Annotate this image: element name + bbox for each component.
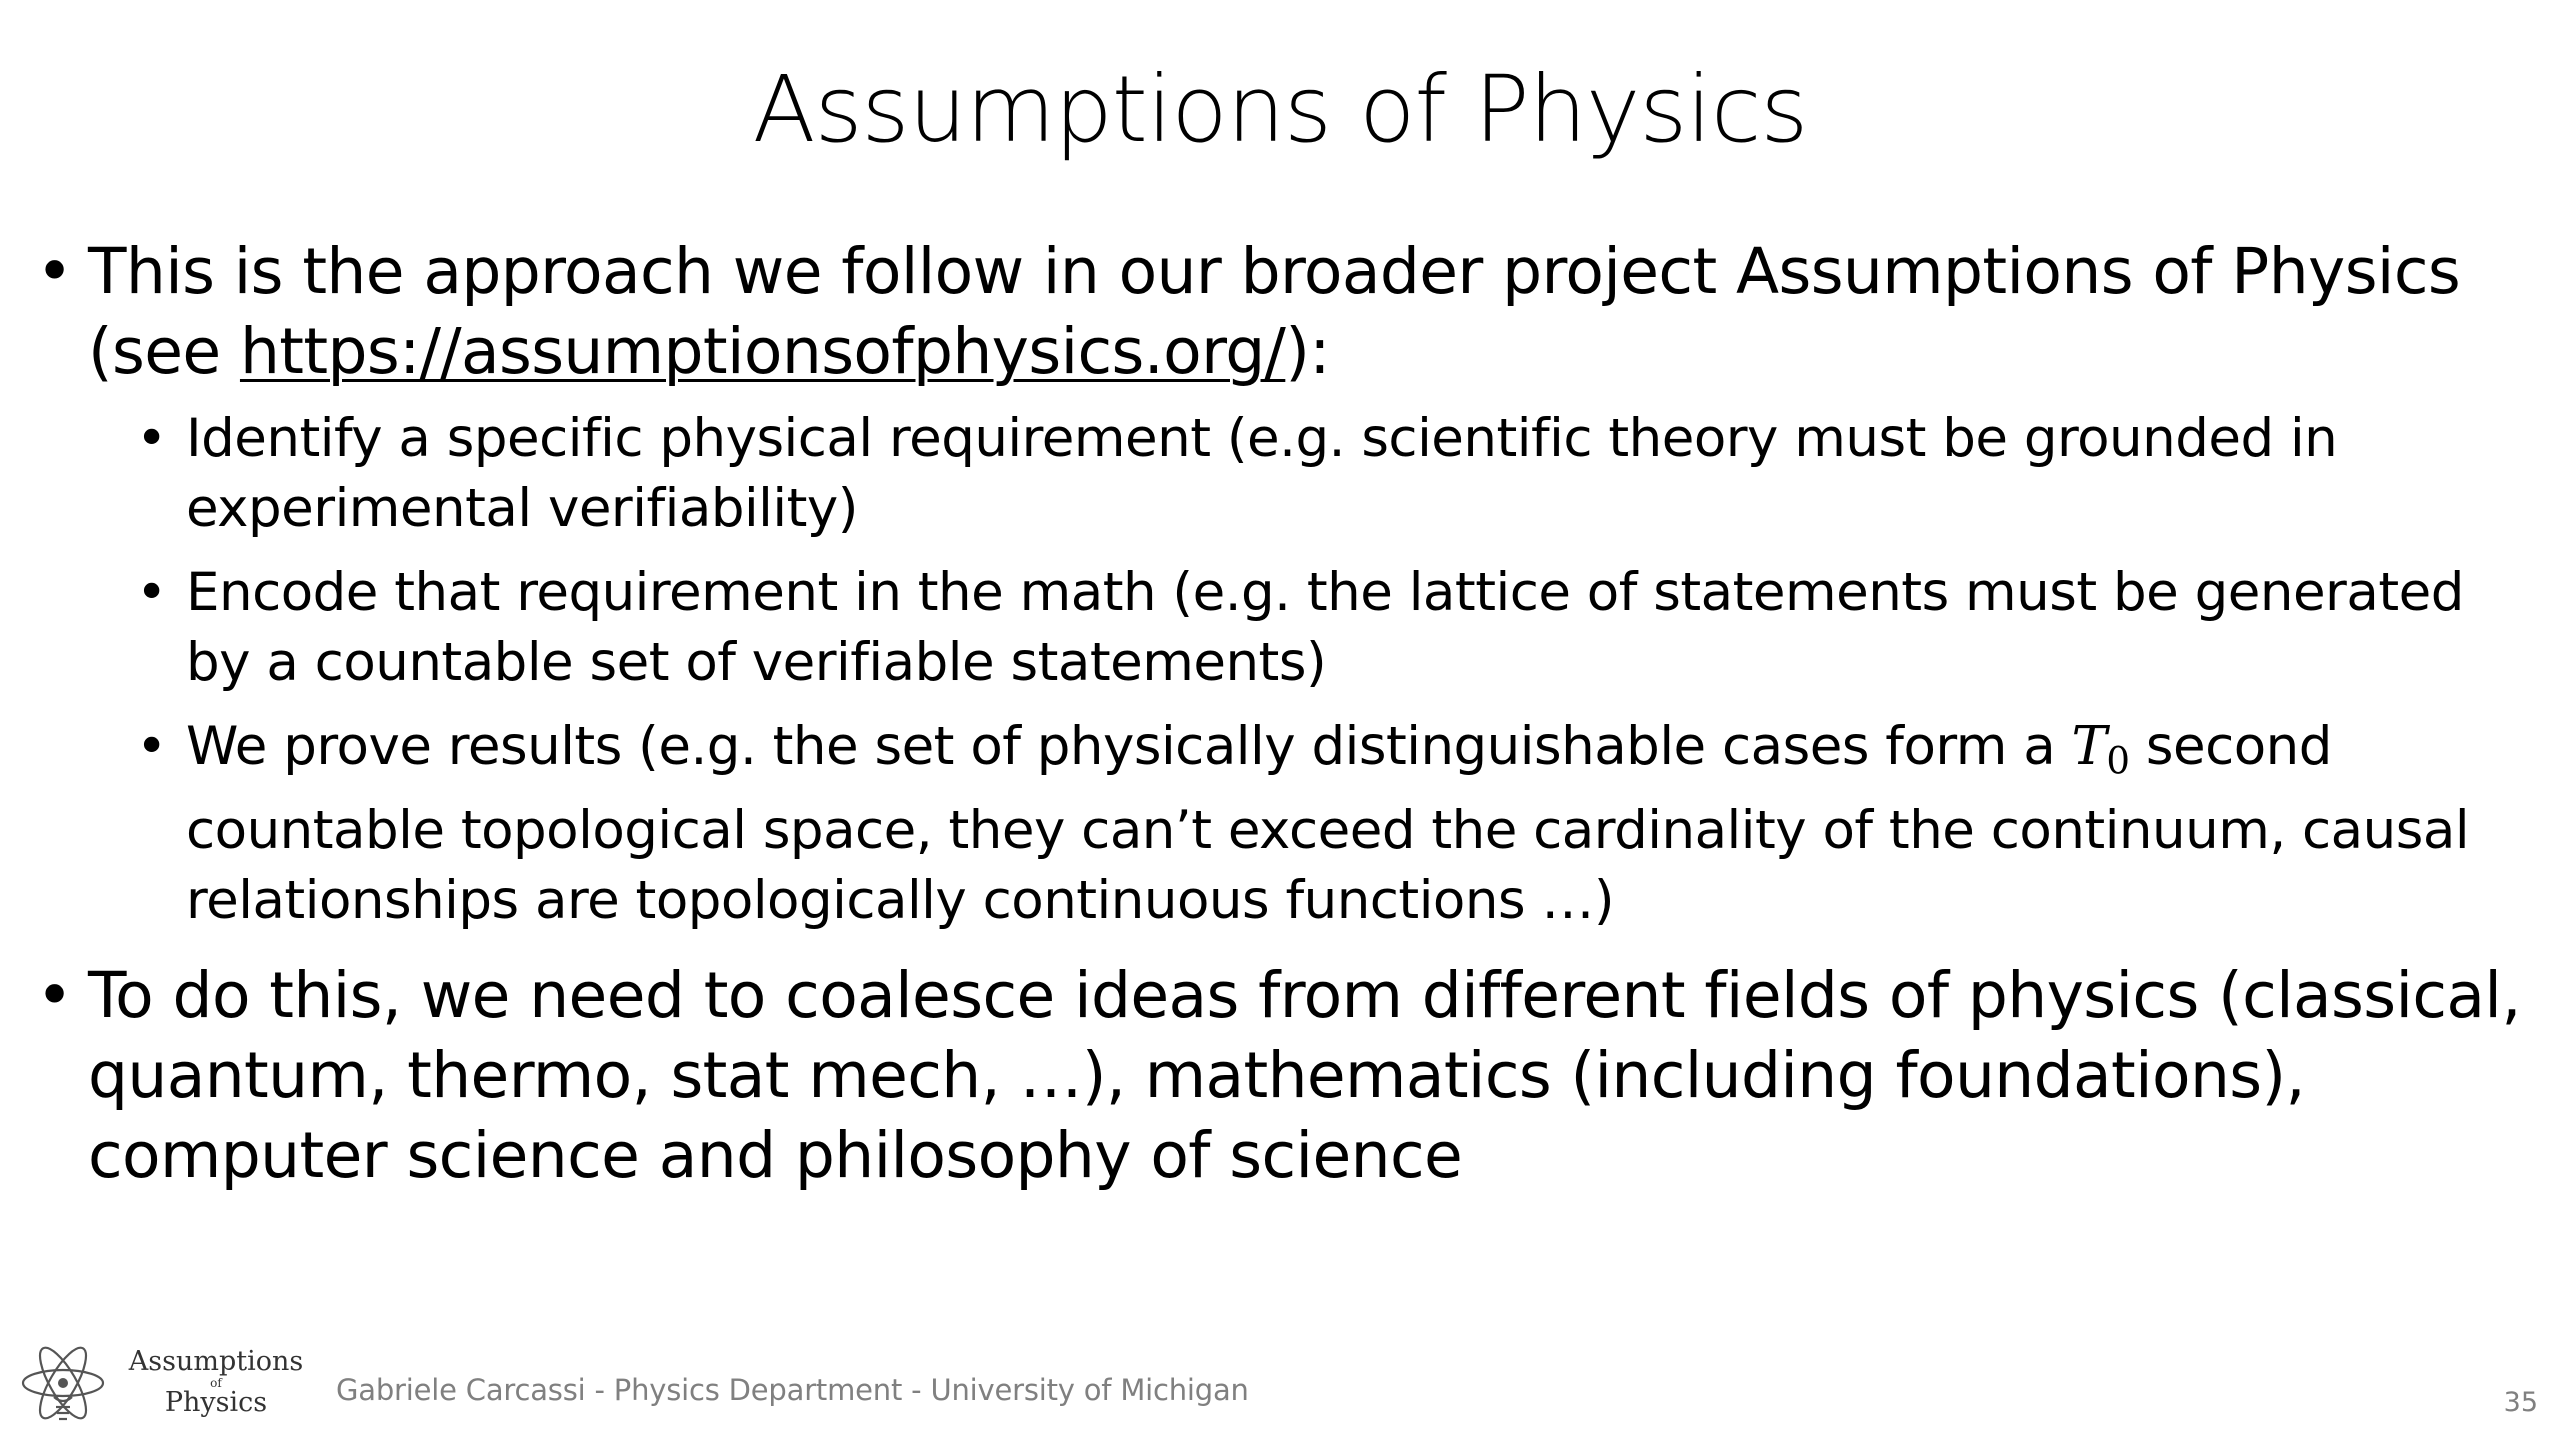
sub-bullet-text-suffix: second countable topological space, they can’t exceed the cardinality of the continuum, causal relationships are topologically continuous functions …) bbox=[186, 716, 2470, 932]
sub-bullet-list bbox=[36, 404, 2526, 936]
logo-wordmark: Assumptions of Physics bbox=[128, 1346, 304, 1418]
project-website-link[interactable]: https://assumptionsofphysics.org/ bbox=[239, 315, 1286, 388]
bullet-dot: • bbox=[36, 959, 73, 1033]
bullet-coalesce-ideas bbox=[36, 956, 2526, 1196]
math-t0-symbol: $T_0$ bbox=[2071, 716, 2130, 783]
bullet-dot: • bbox=[36, 235, 73, 308]
bullet-text: This is the approach we follow in our broader project Assumptions of Physics (see bbox=[88, 235, 2461, 388]
bullet-text-suffix: ): bbox=[1285, 315, 1330, 388]
slide-title: Assumptions of Physics bbox=[752, 56, 1808, 163]
sub-bullet-text: Encode that requirement in the math (e.g. the lattice of statements must be generated by a countable set of verifiable statements) bbox=[186, 562, 2464, 693]
assumptions-of-physics-logo bbox=[18, 1345, 308, 1425]
page-number: 35 bbox=[2503, 1387, 2538, 1418]
bullet-text: To do this, we need to coalesce ideas from different fields of physics (classical, quantum, thermo, stat mech, …), mathematics (including foundations), computer science and philosophy of science bbox=[88, 959, 2521, 1193]
footer-author: Gabriele Carcassi - Physics Department - University of Michigan bbox=[336, 1373, 1249, 1407]
sub-bullet-encode bbox=[136, 558, 2526, 698]
sub-bullet-prove bbox=[136, 712, 2526, 936]
atom-lightbulb-icon bbox=[18, 1345, 108, 1427]
bullet-project-approach bbox=[36, 232, 2526, 392]
sub-bullet-text: Identify a specific physical requirement (e.g. scientific theory must be grounded in experimental verifiability) bbox=[186, 408, 2338, 539]
bullet-dot: • bbox=[136, 716, 167, 777]
bullet-dot: • bbox=[136, 562, 167, 623]
sub-bullet-identify bbox=[136, 404, 2526, 544]
slide-body bbox=[36, 232, 2526, 1208]
bullet-dot: • bbox=[136, 408, 167, 469]
sub-bullet-text: We prove results (e.g. the set of physically distinguishable cases form a bbox=[186, 716, 2072, 777]
